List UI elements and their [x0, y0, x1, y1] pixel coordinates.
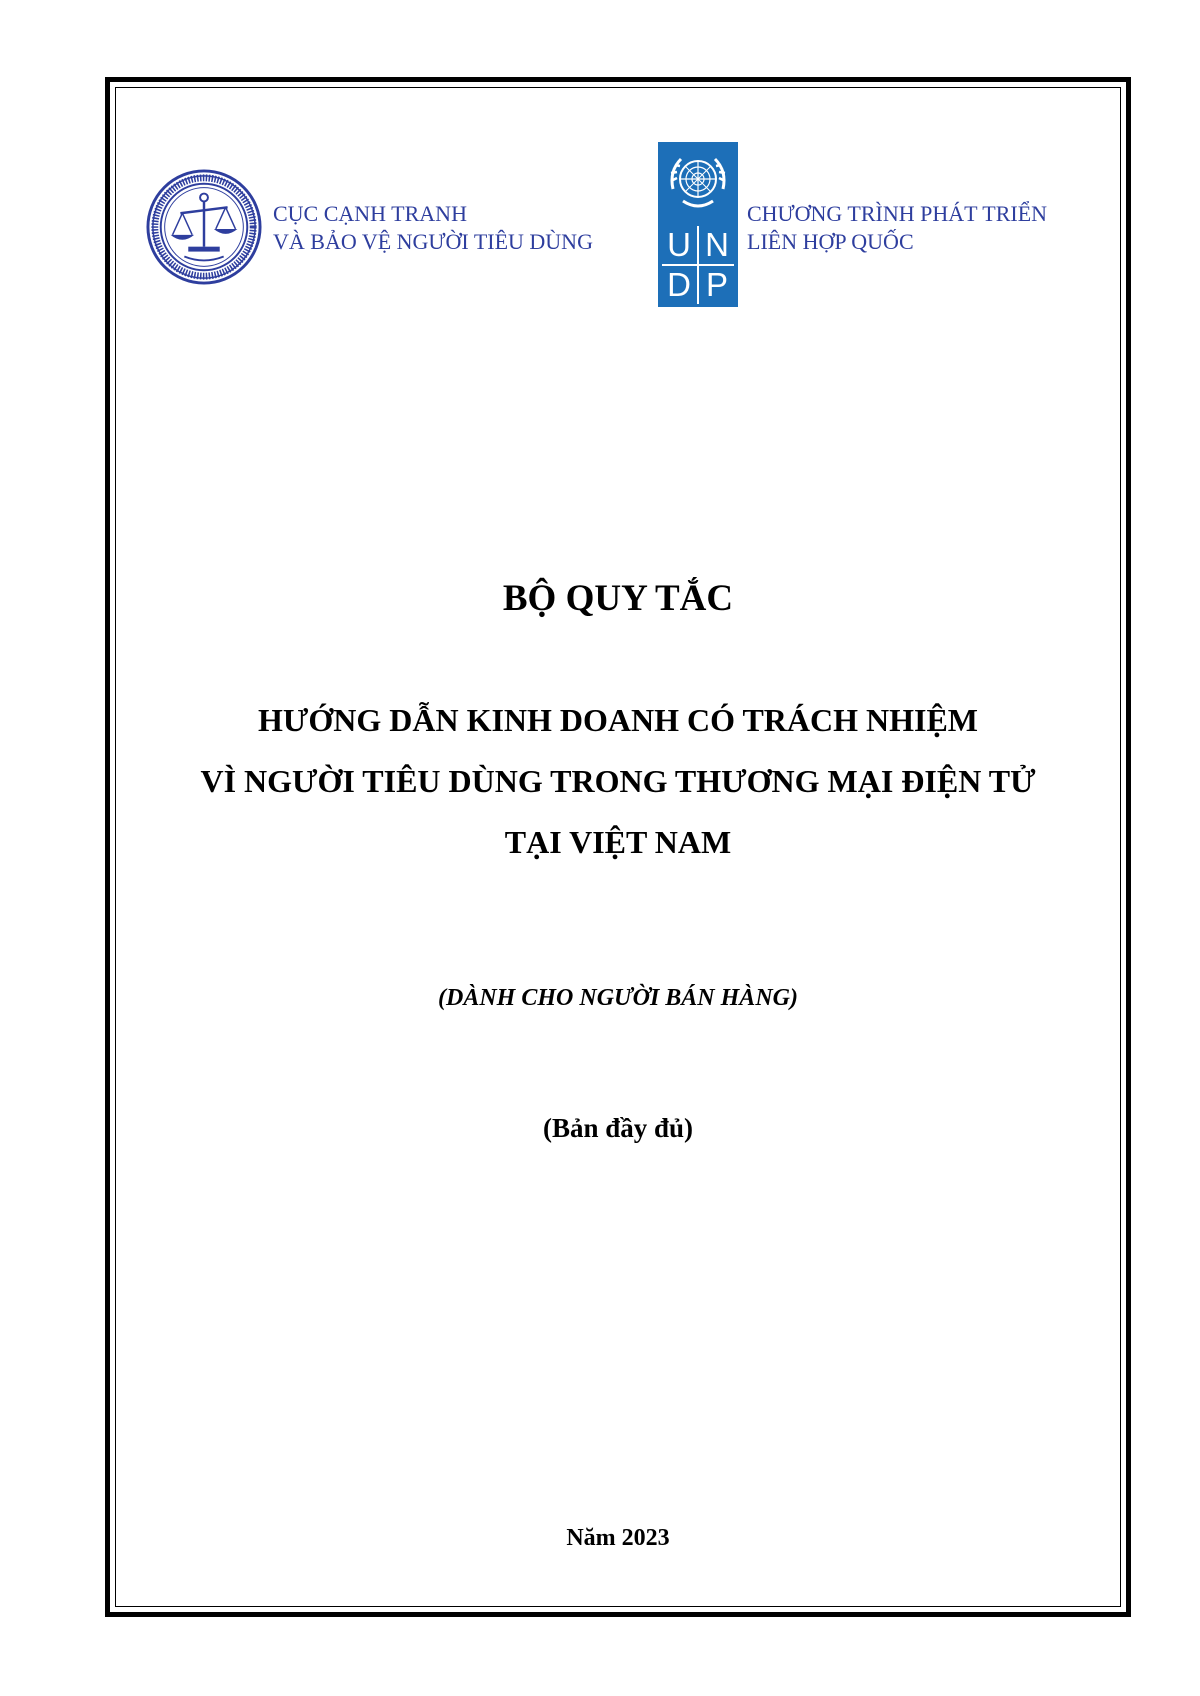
subtitle-line-2: VÌ NGƯỜI TIÊU DÙNG TRONG THƯƠNG MẠI ĐIỆN TỬ — [200, 763, 1036, 799]
competition-agency-line-1: CỤC CẠNH TRANH — [273, 201, 467, 226]
undp-letter-n: N — [705, 226, 729, 263]
document-subtitle — [110, 690, 1126, 873]
edition-note: (Bản đầy đủ) — [542, 1113, 694, 1143]
undp-program-line-2: LIÊN HỢP QUỐC — [747, 229, 914, 254]
subtitle-line-3: TẠI VIỆT NAM — [504, 824, 732, 860]
undp-logo — [658, 142, 738, 307]
competition-agency-name — [273, 200, 593, 256]
header — [145, 142, 1105, 312]
undp-divider-horizontal — [662, 264, 734, 266]
subtitle-line-1: HƯỚNG DẪN KINH DOANH CÓ TRÁCH NHIỆM — [257, 702, 978, 738]
undp-letter-u: U — [667, 226, 691, 263]
audience-note: (DÀNH CHO NGƯỜI BÁN HÀNG) — [438, 985, 798, 1011]
undp-letter-d: D — [667, 266, 691, 303]
competition-agency-line-2: VÀ BẢO VỆ NGƯỜI TIÊU DÙNG — [273, 229, 593, 254]
undp-program-name — [747, 200, 1047, 256]
undp-program-line-1: CHƯƠNG TRÌNH PHÁT TRIỂN — [747, 201, 1048, 226]
undp-letter-p: P — [705, 266, 728, 303]
un-emblem-icon — [665, 149, 731, 215]
scales-of-justice-seal-icon — [145, 168, 263, 286]
document-title: BỘ QUY TẮC — [502, 578, 734, 619]
publication-year: Năm 2023 — [566, 1525, 670, 1551]
